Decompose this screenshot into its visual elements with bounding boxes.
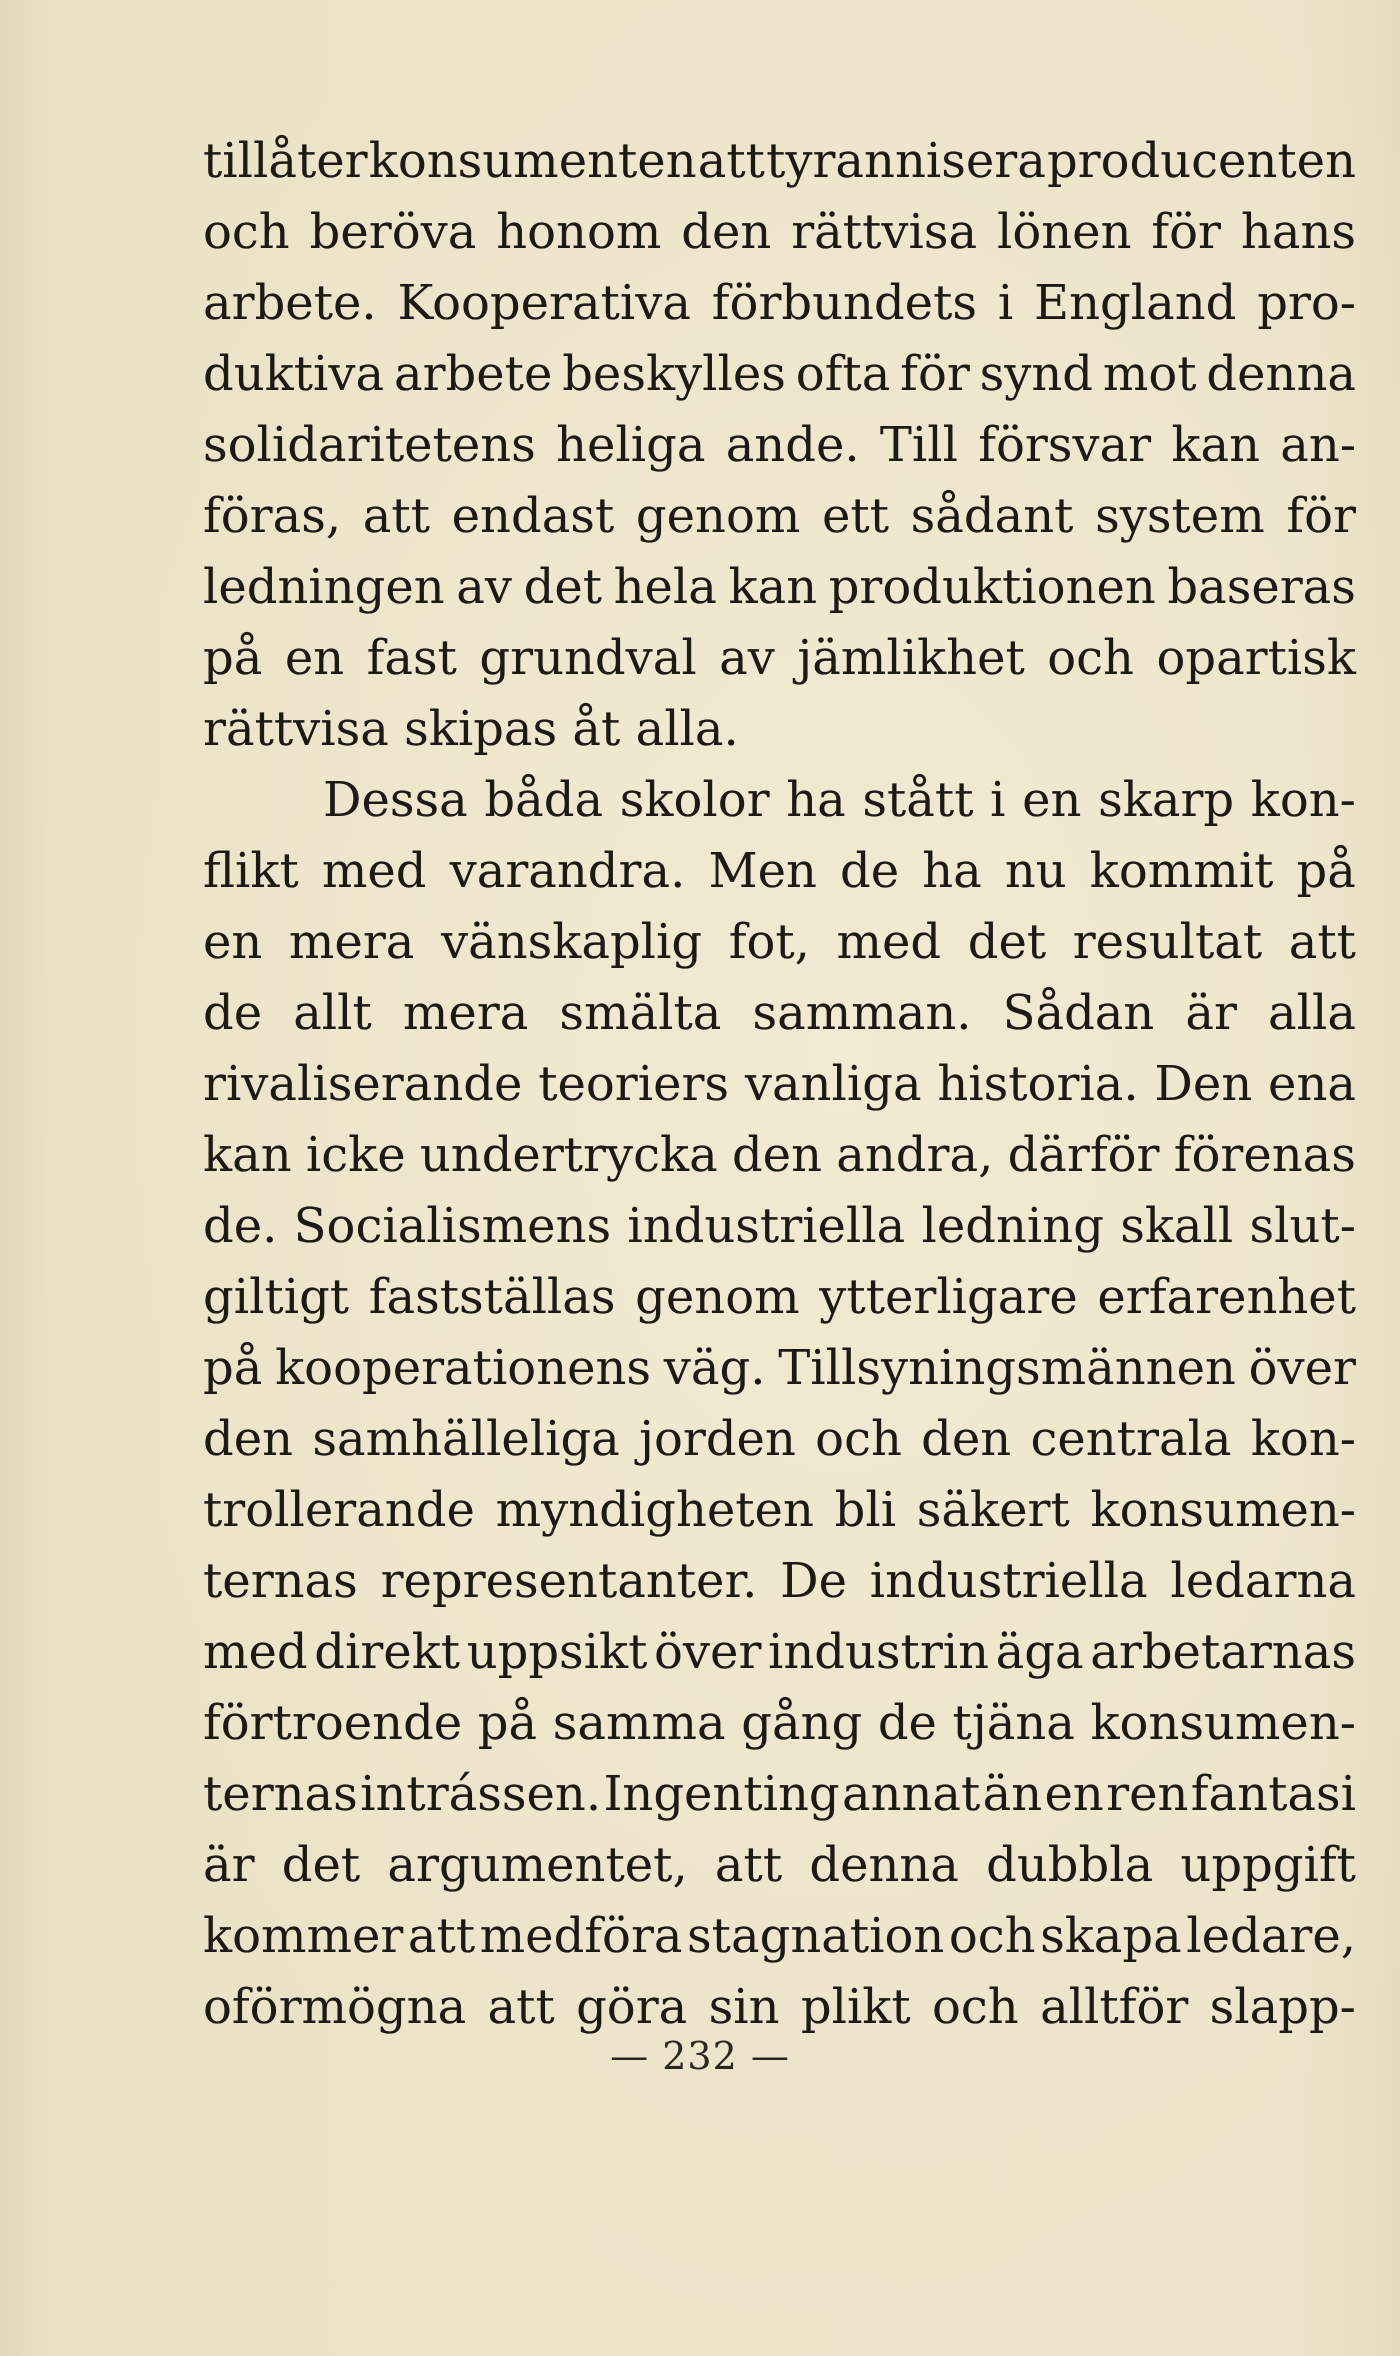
text-line: ternas representanter. De industriella ledarna <box>203 1553 1356 1609</box>
text-line: giltigt fastställas genom ytterligare erfarenhet <box>203 1269 1356 1325</box>
text-line: flikt med varandra. Men de ha nu kommit på <box>203 843 1356 899</box>
text-line: Dessa båda skolor ha stått i en skarp kon- <box>323 772 1356 828</box>
text-line: arbete. Kooperativa förbundets i England pro- <box>203 275 1356 331</box>
text-line: förtroende på samma gång de tjäna konsumen- <box>203 1695 1356 1751</box>
text-line: de. Socialismens industriella ledning skall slut- <box>203 1198 1356 1254</box>
text-line: rivaliserande teoriers vanliga historia. Den ena <box>203 1056 1356 1112</box>
text-line: ledningen av det hela kan produktionen baseras <box>203 559 1356 615</box>
text-line: den samhälleliga jorden och den centrala kon- <box>203 1411 1356 1467</box>
text-line: duktiva arbete beskylles ofta för synd mot denna <box>203 346 1356 402</box>
text-line: föras, att endast genom ett sådant system för <box>203 488 1356 544</box>
text-line: är det argumentet, att denna dubbla uppgift <box>203 1837 1356 1893</box>
text-line: med direkt uppsikt över industrin äga arbetarnas <box>203 1624 1356 1680</box>
page-number: — 232 — <box>610 2034 790 2078</box>
text-line: ternas intrássen. Ingenting annat än en ren fantasi <box>203 1766 1356 1822</box>
text-line: trollerande myndigheten bli säkert konsumen- <box>203 1482 1356 1538</box>
text-line: kommer att medföra stagnation och skapa ledare, <box>203 1908 1356 1964</box>
text-line: på kooperationens väg. Tillsyningsmännen över <box>203 1340 1356 1396</box>
body-text <box>203 126 1356 2043</box>
text-line: de allt mera smälta samman. Sådan är alla <box>203 985 1356 1041</box>
text-line: rättvisa skipas åt alla. <box>203 701 739 757</box>
text-line: solidaritetens heliga ande. Till försvar kan an- <box>203 417 1356 473</box>
text-line: kan icke undertrycka den andra, därför förenas <box>203 1127 1356 1183</box>
text-line: och beröva honom den rättvisa lönen för hans <box>203 204 1356 260</box>
text-line: en mera vänskaplig fot, med det resultat att <box>203 914 1356 970</box>
text-line: tillåter konsumenten att tyrannisera producenten <box>203 133 1356 189</box>
text-line: på en fast grundval av jämlikhet och opartisk <box>203 630 1356 686</box>
text-line: oförmögna att göra sin plikt och alltför slapp- <box>203 1979 1356 2035</box>
